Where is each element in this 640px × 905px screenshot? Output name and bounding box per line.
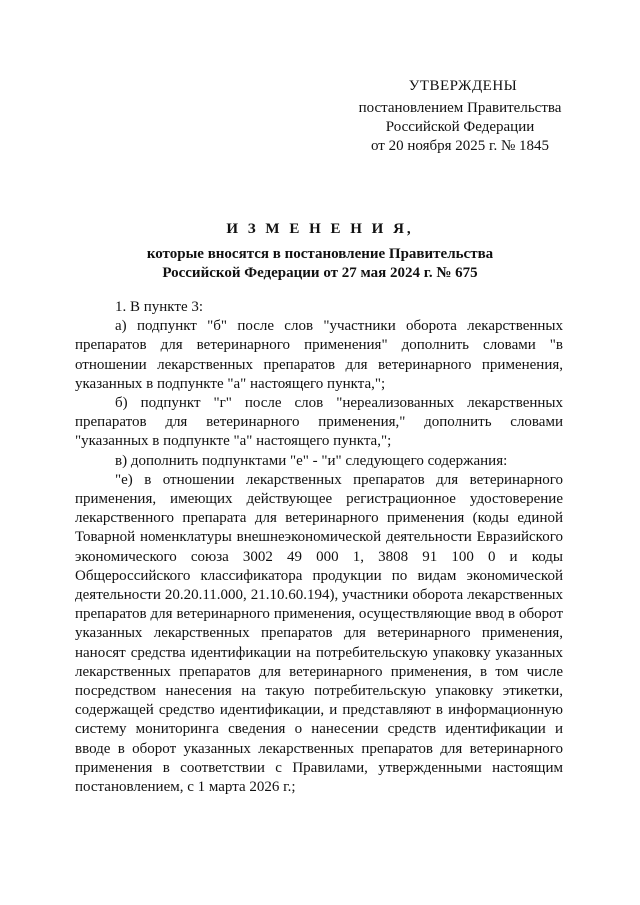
approval-line-2: Российской Федерации [385, 119, 535, 135]
paragraph-item-1: 1. В пункте 3: [115, 299, 204, 315]
approval-line-3: от 20 ноября 2025 г. № 1845 [370, 138, 550, 154]
approval-stamp: УТВЕРЖДЕНЫ [408, 78, 518, 94]
paragraph-subitem-v: в) дополнить подпунктами "е" - "и" следующего содержания: [115, 452, 508, 469]
paragraph-subitem-a: а) подпункт "б" после слов "участники оборота лекарственных препаратов для ветеринарного применения" дополнить словами "в отношении лекарственных препаратов для ветеринарного применения, указанных в подпункте "а" настоящего пункта,"; [75, 318, 563, 392]
approval-block [330, 77, 590, 156]
document-body [75, 298, 563, 797]
subtitle-line-1: которые вносятся в постановление Правительства [146, 246, 494, 262]
document-title: И З М Е Н Е Н И Я, [226, 221, 414, 237]
document-subtitle [60, 245, 580, 283]
paragraph-subitem-b: б) подпункт "г" после слов "нереализованных лекарственных препаратов для ветеринарного применения," дополнить словами "указанных в подпункте "а" настоящего пункта,"; [75, 395, 563, 450]
subtitle-line-2: Российской Федерации от 27 мая 2024 г. № 675 [162, 265, 478, 281]
paragraph-subitem-e: "е) в отношении лекарственных препаратов для ветеринарного применения, имеющих действующее регистрационное удостоверение лекарственного препарата для ветеринарного применения (коды единой Товарной номенклатуры внешнеэкономической деятельности Евразийского экономического союза 3002 49 000 1, 3808 91 100 0 и коды Общероссийского классификатора продукции по видам экономической деятельности 20.20.11.000, 21.10.60.194), участники оборота лекарственных препаратов для ветеринарного применения, осуществляющие ввод в оборот указанных лекарственных препаратов для ветеринарного применения, наносят средства идентификации на потребительскую упаковку указанных лекарственных препаратов для ветеринарного применения, в том числе посредством нанесения на такую потребительскую упаковку этикетки, содержащей средство идентификации, и представляют в информационную систему мониторинга сведения о нанесении средств идентификации и вводе в оборот указанных лекарственных препаратов для ветеринарного применения в соответствии с Правилами, утвержденными настоящим постановлением, с 1 марта 2026 г.; [75, 471, 563, 796]
approval-line-1: постановлением Правительства [358, 100, 562, 116]
